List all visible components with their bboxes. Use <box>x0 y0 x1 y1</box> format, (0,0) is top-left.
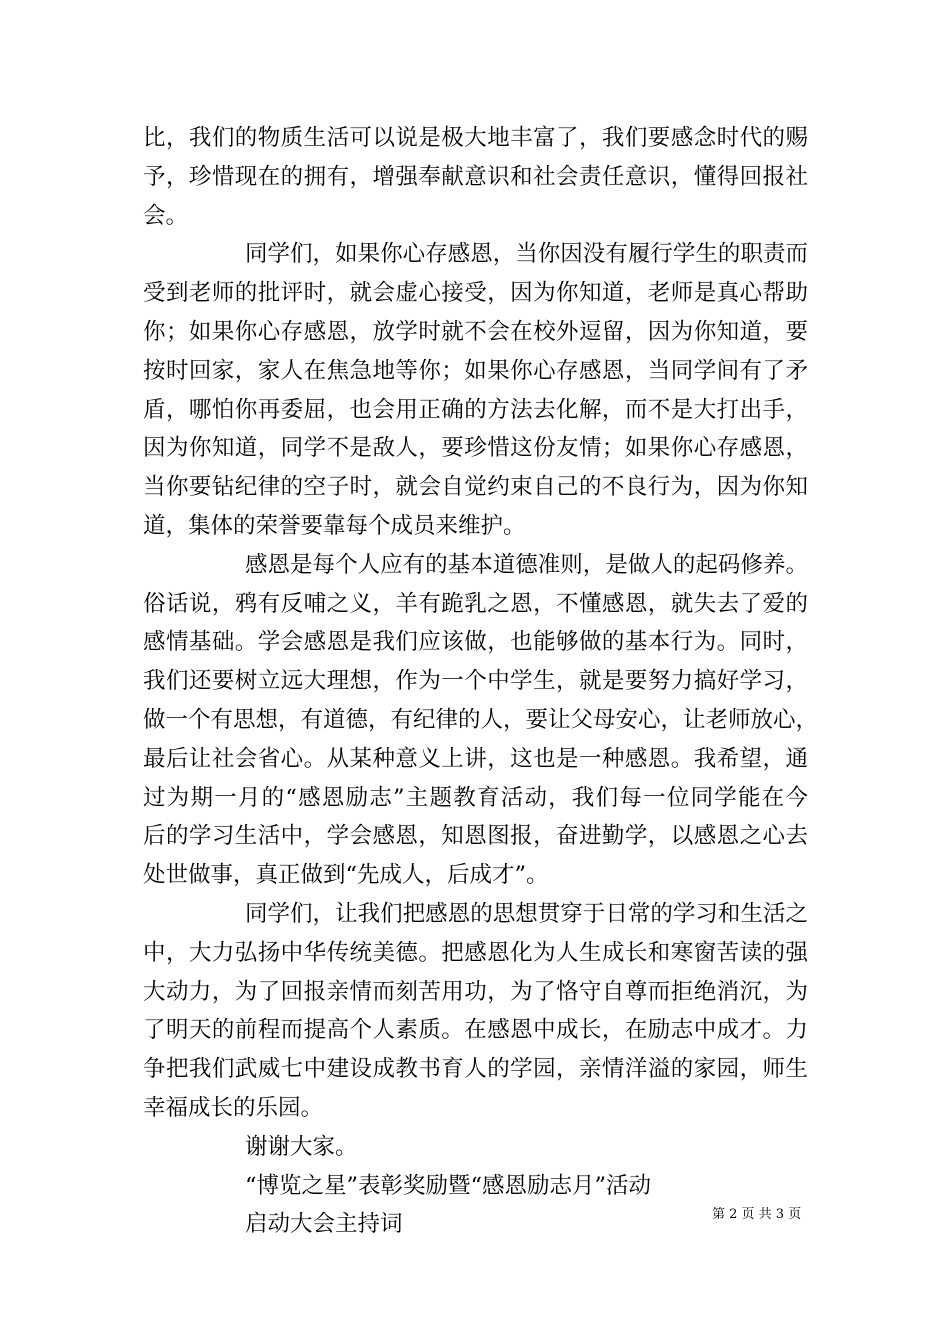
text-line: 感恩是每个人应有的基本道德准则，是做人的起码修养。 <box>245 551 808 578</box>
paragraph <box>143 119 808 235</box>
text-line: 同学们，如果你心存感恩，当你因没有履行学生的职责而 <box>245 241 808 268</box>
text-line: 同学们，让我们把感恩的思想贯穿于日常的学习和生活之 <box>245 900 808 927</box>
next-section-title: “博览之星”表彰奖励暨“感恩励志月”活动 <box>245 1172 652 1199</box>
text-line: 中，大力弘扬中华传统美德。把感恩化为人生成长和寒窗苦读的强 <box>143 939 808 966</box>
text-line: 争把我们武威七中建设成教书育人的学园，亲情洋溢的家园，师生 <box>143 1056 808 1083</box>
text-line: 最后让社会省心。从某种意义上讲，这也是一种感恩。我希望，通 <box>143 745 808 772</box>
text-line: 受到老师的批评时，就会虚心接受，因为你知道，老师是真心帮助 <box>143 280 808 307</box>
text-line: 按时回家，家人在焦急地等你；如果你心存感恩，当同学间有了矛 <box>143 357 808 384</box>
text-line: 俗话说，鸦有反哺之义，羊有跪乳之恩，不懂感恩，就失去了爱的 <box>143 590 808 617</box>
text-line: 幸福成长的乐园。 <box>143 1094 324 1121</box>
text-line: 因为你知道，同学不是敌人，要珍惜这份友情；如果你心存感恩， <box>143 435 808 462</box>
text-line: 会。 <box>143 202 189 229</box>
document-body <box>143 119 819 1244</box>
text-line: 比，我们的物质生活可以说是极大地丰富了，我们要感念时代的赐 <box>143 125 808 151</box>
text-line: 你；如果你心存感恩，放学时就不会在校外逗留，因为你知道，要 <box>143 318 808 345</box>
paragraph <box>143 546 819 895</box>
text-line: 做一个有思想，有道德，有纪律的人，要让父母安心，让老师放心， <box>143 706 819 733</box>
paragraph <box>143 895 808 1128</box>
next-section-subtitle: 启动大会主持词 <box>245 1211 403 1238</box>
page-number: 第 2 页 共 3 页 <box>712 1207 802 1222</box>
text-line: 过为期一月的“感恩励志”主题教育活动，我们每一位同学能在今 <box>143 784 808 811</box>
text-line: 后的学习生活中，学会感恩，知恩图报，奋进勤学，以感恩之心去 <box>143 823 808 850</box>
text-line: 予，珍惜现在的拥有，增强奉献意识和社会责任意识，懂得回报社 <box>143 163 808 190</box>
text-line: 大动力，为了回报亲情而刻苦用功，为了恪守自尊而拒绝消沉，为 <box>143 978 808 1005</box>
text-line: 我们还要树立远大理想，作为一个中学生，就是要努力搞好学习， <box>143 668 808 695</box>
text-line: 盾，哪怕你再委屈，也会用正确的方法去化解，而不是大打出手， <box>143 396 808 423</box>
text-line: 道，集体的荣誉要靠每个成员来维护。 <box>143 512 526 539</box>
paragraph <box>143 235 808 545</box>
document-page <box>143 119 819 1244</box>
text-line: 感情基础。学会感恩是我们应该做，也能够做的基本行为。同时， <box>143 629 808 656</box>
text-line: 处世做事，真正做到“先成人，后成才”。 <box>143 862 549 889</box>
text-line: 了明天的前程而提高个人素质。在感恩中成长，在励志中成才。力 <box>143 1017 808 1044</box>
closing-line: 谢谢大家。 <box>245 1133 358 1160</box>
text-line: 当你要钻纪律的空子时，就会自觉约束自己的不良行为，因为你知 <box>143 474 808 501</box>
